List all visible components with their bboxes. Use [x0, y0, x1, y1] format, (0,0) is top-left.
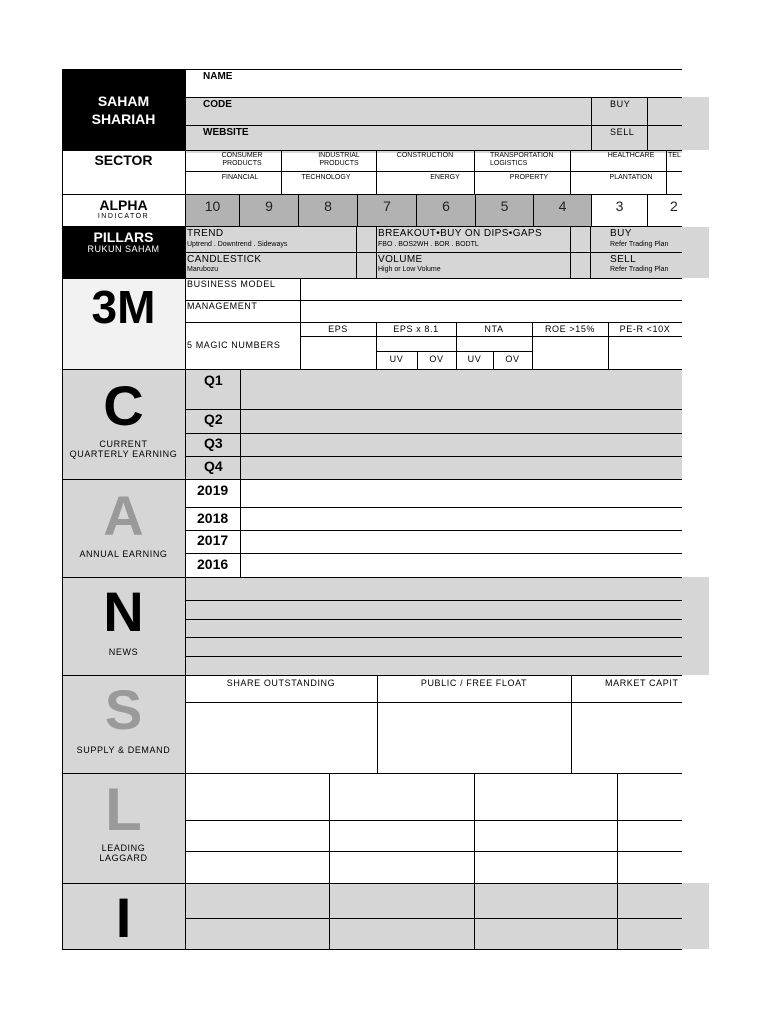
- alpha-score-5[interactable]: 5: [500, 198, 509, 214]
- n-sub: NEWS: [108, 647, 139, 657]
- col-roe: ROE >15%: [544, 324, 596, 334]
- alpha-score-2[interactable]: 2: [670, 198, 678, 214]
- pillar-buy-desc: Refer Trading Plan: [610, 241, 669, 248]
- alpha-label: ALPHA: [99, 197, 148, 213]
- l-letter: L: [105, 776, 142, 843]
- q4-label: Q4: [204, 458, 223, 474]
- sector-healthcare[interactable]: HEALTHCARE: [607, 152, 655, 159]
- col-nta: NTA: [484, 324, 504, 334]
- candlestick-label: CANDLESTICK: [187, 254, 262, 265]
- pillars-ext: [682, 227, 709, 278]
- pillars-label: PILLARS: [93, 229, 154, 245]
- s-letter: S: [104, 678, 143, 741]
- sector-industrial[interactable]: INDUSTRIAL PRODUCTS: [318, 152, 360, 167]
- website-label: WEBSITE: [203, 127, 249, 138]
- trend-label: TREND: [187, 228, 224, 239]
- sector-property[interactable]: PROPERTY: [509, 174, 549, 181]
- sector-construction[interactable]: CONSTRUCTION: [396, 152, 454, 159]
- share-outstanding-label: SHARE OUTSTANDING: [226, 678, 336, 688]
- year-2019: 2019: [197, 482, 229, 498]
- c-letter: C: [103, 374, 144, 437]
- alpha-score-4[interactable]: 4: [558, 198, 567, 214]
- col-per: PE-R <10X: [619, 324, 671, 334]
- year-2018: 2018: [197, 510, 229, 526]
- q2-label: Q2: [204, 411, 223, 427]
- pillar-sell-label: SELL: [610, 254, 637, 265]
- c-sub-line1: CURRENT: [99, 439, 148, 449]
- volume-desc: High or Low Volume: [378, 266, 441, 273]
- name-label: NAME: [203, 71, 233, 82]
- title-block: [62, 69, 185, 151]
- year-2017: 2017: [197, 532, 229, 548]
- alpha-score-3[interactable]: 3: [615, 198, 624, 214]
- n-letter: N: [103, 580, 144, 643]
- breakout-desc: FBO . BOS2WH . BOR . BODTL: [378, 241, 479, 248]
- c-sub-line2: QUARTERLY EARNING: [69, 449, 178, 459]
- title-line2: SHARIAH: [91, 111, 156, 127]
- sector-transportation[interactable]: TRANSPORTATION LOGISTICS: [490, 152, 554, 167]
- sector-consumer[interactable]: CONSUMER PRODUCTS: [221, 152, 263, 167]
- a-letter: A: [103, 484, 144, 547]
- management-field[interactable]: [301, 301, 681, 322]
- buy-label: BUY: [610, 99, 631, 109]
- s-sub: SUPPLY & DEMAND: [76, 745, 171, 755]
- year-2016: 2016: [197, 556, 229, 572]
- eps81-uv: UV: [389, 354, 404, 364]
- alpha-score-9[interactable]: 9: [265, 198, 273, 214]
- public-float-label: PUBLIC / FREE FLOAT: [420, 678, 528, 688]
- sector-label: SECTOR: [94, 152, 153, 168]
- website-field[interactable]: [260, 126, 590, 150]
- pillars-sub: RUKUN SAHAM: [87, 244, 160, 254]
- a-sub: ANNUAL EARNING: [79, 549, 168, 559]
- trend-desc: Uptrend . Downtrend . Sideways: [187, 241, 288, 248]
- sector-plantation[interactable]: PLANTATION: [609, 174, 653, 181]
- management-label: MANAGEMENT: [187, 301, 258, 311]
- alpha-score-7[interactable]: 7: [383, 198, 391, 214]
- breakout-label: BREAKOUT•BUY ON DIPS•GAPS: [378, 228, 543, 239]
- candlestick-desc: Marubozu: [187, 266, 219, 273]
- sector-technology[interactable]: TECHNOLOGY: [301, 174, 351, 181]
- sell-label: SELL: [610, 127, 635, 137]
- alpha-score-10[interactable]: 10: [204, 198, 221, 214]
- m3-letter: 3M: [91, 281, 156, 333]
- q1-label: Q1: [204, 372, 223, 388]
- eps81-ov: OV: [429, 354, 444, 364]
- alpha-sub: INDICATOR: [97, 213, 150, 220]
- l-sub-line2: LAGGARD: [99, 853, 148, 863]
- magic-numbers-label: 5 MAGIC NUMBERS: [187, 340, 281, 350]
- col-eps: EPS: [328, 324, 348, 334]
- code-label: CODE: [203, 99, 232, 110]
- title-line1: SAHAM: [97, 93, 150, 109]
- buy-sell-ext: [682, 97, 709, 150]
- sector-financial[interactable]: FINANCIAL: [221, 174, 259, 181]
- pillar-buy-label: BUY: [610, 228, 632, 239]
- l-sub-line1: LEADING: [101, 843, 146, 853]
- alpha-score-6[interactable]: 6: [442, 198, 450, 214]
- pillar-sell-desc: Refer Trading Plan: [610, 266, 669, 273]
- sector-tel[interactable]: TEL: [668, 152, 681, 159]
- market-cap-label: MARKET CAPIT: [605, 678, 679, 688]
- i-letter: I: [115, 886, 132, 949]
- business-model-field[interactable]: [301, 279, 681, 300]
- sector-energy[interactable]: ENERGY: [430, 174, 460, 181]
- q3-label: Q3: [204, 435, 223, 451]
- volume-label: VOLUME: [378, 254, 423, 265]
- name-field[interactable]: [245, 70, 681, 96]
- col-eps-81: EPS x 8.1: [393, 324, 439, 334]
- alpha-score-8[interactable]: 8: [324, 198, 332, 214]
- nta-uv: UV: [467, 354, 482, 364]
- code-field[interactable]: [245, 98, 590, 124]
- nta-ov: OV: [505, 354, 520, 364]
- business-model-label: BUSINESS MODEL: [187, 279, 276, 289]
